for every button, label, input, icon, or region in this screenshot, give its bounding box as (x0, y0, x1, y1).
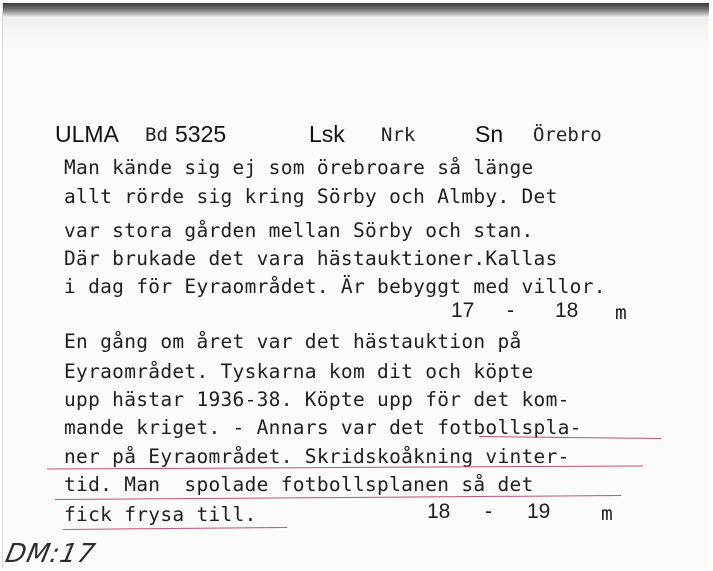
card-header (3, 117, 709, 151)
reference-from: 18 (427, 500, 451, 523)
text-line: tid. Man spolade fotbollsplanen så det (64, 473, 534, 496)
archive-code: ULMA (55, 121, 119, 147)
sn-value: Örebro (533, 124, 602, 146)
text-line: ner på Eyraområdet. Skridskoåkning vinter- (64, 445, 570, 468)
lsk-value: Nrk (381, 124, 416, 146)
lsk-label: Lsk (309, 121, 345, 147)
reference-from: 17 (451, 299, 475, 322)
bd-number: 5325 (175, 121, 227, 147)
reference-to: 19 (527, 500, 551, 523)
text-line: Eyraområdet. Tyskarna kom dit och köpte (64, 360, 534, 383)
card-top-edge (3, 3, 709, 17)
text-line: i dag för Eyraområdet. Är bebyggt med villor. (64, 275, 606, 298)
reference-dash: - (507, 299, 514, 322)
bd-label: Bd (145, 124, 168, 146)
text-line: En gång om året var det hästauktion på (64, 330, 522, 353)
text-line: upp hästar 1936-38. Köpte upp för det kom- (64, 388, 570, 411)
reference-unit: m (615, 301, 627, 324)
pencil-underline (63, 527, 287, 530)
reference-unit: m (601, 502, 613, 525)
sn-label: Sn (475, 121, 504, 147)
text-line: Man kände sig ej som örebroare så länge (64, 156, 534, 179)
reference-dash: - (485, 500, 492, 523)
text-line: var stora gården mellan Sörby och stan. (64, 219, 534, 242)
archive-card (2, 3, 709, 569)
reference-to: 18 (555, 299, 579, 322)
text-line: fick frysa till. (64, 503, 257, 526)
text-line: Där brukade det vara hästauktioner.Kallas (64, 247, 558, 270)
text-line: mande kriget. - Annars var det fotbollspla- (64, 416, 582, 439)
text-line: allt rörde sig kring Sörby och Almby. Det (64, 185, 558, 208)
card-header-shading (3, 17, 709, 47)
handwritten-signature: DM:17 (2, 539, 99, 569)
